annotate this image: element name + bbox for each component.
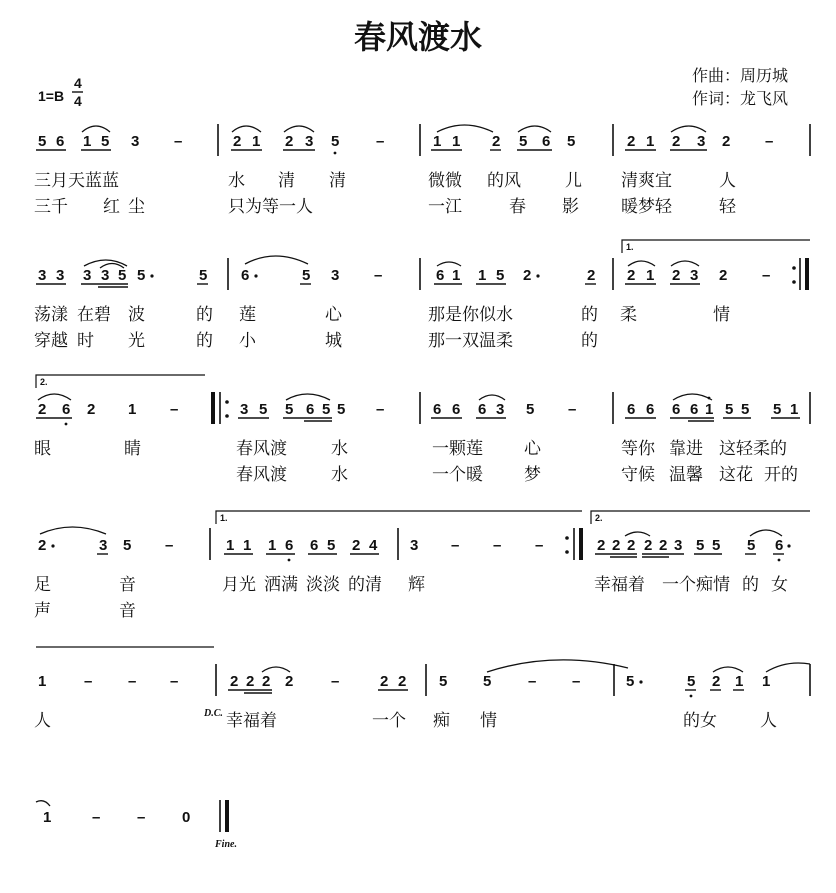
jianpu-note: 2 [233, 133, 242, 150]
jianpu-note: 5 [483, 673, 492, 690]
jianpu-note: 3 [410, 537, 419, 554]
lyric-syllable: 足 [34, 575, 51, 595]
jianpu-note: 6 [478, 401, 487, 418]
lyric-syllable: 尘 [128, 197, 145, 217]
jianpu-note: – [765, 133, 774, 150]
lyric-syllable: 音 [119, 601, 136, 621]
jianpu-note: 6 [310, 537, 319, 554]
score-title: 春风渡水 [353, 18, 483, 56]
volta-bracket [216, 511, 582, 524]
lyric-syllable: 淡淡 [306, 575, 340, 595]
jianpu-note: 6 [646, 401, 655, 418]
jianpu-note: 2 [87, 401, 96, 418]
lyric-syllable: 的清 [348, 575, 382, 595]
lyric-syllable: 痴 [433, 711, 450, 731]
lyric-syllable: 温馨 [669, 465, 703, 485]
jianpu-note: 2 [627, 267, 636, 284]
lyric-syllable: 一个痴情 [662, 575, 730, 595]
jianpu-note: 2 [38, 537, 47, 554]
jianpu-note: 6 [306, 401, 315, 418]
lyric-syllable: 春风渡 [236, 465, 287, 485]
jianpu-note: 1 [646, 267, 655, 284]
jianpu-note: 5 [773, 401, 782, 418]
jianpu-note: 5 [322, 401, 331, 418]
slur [479, 395, 505, 400]
slur [82, 126, 110, 132]
jianpu-note: 5 [123, 537, 132, 554]
volta-bracket [591, 511, 810, 524]
jianpu-note: 1 [243, 537, 252, 554]
jianpu-note: – [376, 133, 385, 150]
key-signature: 1=B [38, 88, 65, 104]
jianpu-note: 2 [672, 267, 681, 284]
volta-number: 2. [595, 513, 603, 523]
slur [232, 126, 261, 132]
jianpu-note: 2 [722, 133, 731, 150]
jianpu-note: 2 [719, 267, 728, 284]
jianpu-note: – [572, 673, 581, 690]
jianpu-note: 1 [252, 133, 261, 150]
jianpu-note: 5 [626, 673, 635, 690]
slur [518, 126, 551, 132]
lyric-syllable: 幸福着 [594, 575, 645, 595]
lyric-syllable: 幸福着 [226, 711, 277, 731]
jianpu-note: – [451, 537, 460, 554]
lyric-syllable: 微微 [428, 171, 462, 191]
composer-credit: 作曲：周历城 [692, 66, 789, 85]
jianpu-note: 2 [712, 673, 721, 690]
jianpu-note: 5 [741, 401, 750, 418]
lyric-syllable: 清 [329, 171, 346, 191]
jianpu-note: 5 [337, 401, 346, 418]
lyric-syllable: 人 [34, 711, 51, 731]
jianpu-note: 3 [674, 537, 683, 554]
jianpu-note: 2 [612, 537, 621, 554]
jianpu-note: 1 [705, 401, 714, 418]
jianpu-note: 1 [735, 673, 744, 690]
jianpu-note: – [128, 673, 137, 690]
slur [628, 261, 655, 266]
fine-marking: Fine. [215, 839, 237, 850]
lyric-syllable: 暖梦轻 [621, 197, 672, 217]
jianpu-note: 6 [775, 537, 784, 554]
lyric-syllable: 一江 [428, 197, 462, 217]
jianpu-note: 5 [687, 673, 696, 690]
lyric-syllable: 轻 [719, 197, 736, 217]
volta-number: 1. [626, 242, 634, 252]
jianpu-note: – [376, 401, 385, 418]
lyric-syllable: 月光 [222, 575, 256, 595]
lyric-syllable: 的 [196, 331, 213, 351]
slur [286, 394, 330, 400]
lyric-syllable: 声 [34, 601, 51, 621]
lyric-syllable: 的 [742, 575, 759, 595]
lyric-syllable: 水 [331, 465, 348, 485]
lyric-syllable: 只为等一人 [228, 197, 313, 217]
jianpu-note: 6 [241, 267, 250, 284]
lyric-syllable: 人 [719, 171, 736, 191]
lyric-syllable: 在碧 [77, 305, 111, 325]
jianpu-note: 2 [285, 133, 294, 150]
jianpu-note: 1 [128, 401, 137, 418]
lyrics-row-4 [34, 574, 788, 621]
jianpu-note: 1 [226, 537, 235, 554]
lyric-syllable: 时 [77, 331, 94, 351]
slur [437, 262, 461, 266]
lyricist-credit: 作词：龙飞风 [692, 89, 789, 108]
jianpu-note: 3 [305, 133, 314, 150]
notation-row-1 [36, 124, 810, 156]
jianpu-note: 3 [38, 267, 47, 284]
jianpu-note: 3 [240, 401, 249, 418]
lyric-syllable: 梦 [524, 465, 541, 485]
jianpu-note: 5 [302, 267, 311, 284]
lyric-syllable: 小 [239, 331, 256, 351]
jianpu-note: 5 [118, 267, 127, 284]
slur [713, 667, 743, 672]
jianpu-note: 3 [101, 267, 110, 284]
lyric-syllable: 水 [331, 439, 348, 459]
jianpu-note: 3 [331, 267, 340, 284]
volta-number: 1. [220, 513, 228, 523]
lyric-syllable: 影 [562, 197, 579, 217]
notation-row-6 [36, 800, 237, 850]
lyric-syllable: 三月天蓝蓝 [34, 171, 119, 191]
lyric-syllable: 心 [325, 305, 342, 325]
slur [38, 394, 71, 400]
jianpu-note: 2 [597, 537, 606, 554]
jianpu-note: 5 [696, 537, 705, 554]
jianpu-note: 1 [790, 401, 799, 418]
lyric-syllable: 情 [713, 305, 730, 325]
time-signature-bottom: 4 [74, 93, 82, 109]
lyric-syllable: 儿 [565, 171, 582, 191]
jianpu-note: 5 [259, 401, 268, 418]
jianpu-note: 2 [523, 267, 532, 284]
lyric-syllable: 守候 [621, 465, 655, 485]
slur [750, 530, 782, 536]
jianpu-note: 3 [99, 537, 108, 554]
jianpu-note: 2 [38, 401, 47, 418]
slur [245, 256, 308, 264]
lyric-syllable: 波 [128, 305, 145, 325]
lyric-syllable: 光 [128, 331, 145, 351]
jianpu-note: 5 [519, 133, 528, 150]
jianpu-note: 1 [452, 133, 461, 150]
slur [487, 660, 628, 672]
lyric-syllable: 的 [581, 305, 598, 325]
jianpu-note: 5 [331, 133, 340, 150]
jianpu-note: 5 [439, 673, 448, 690]
jianpu-note: 2 [492, 133, 501, 150]
lyrics-row-3 [34, 439, 798, 485]
jianpu-note: – [535, 537, 544, 554]
slur [671, 126, 706, 132]
jianpu-note: – [92, 809, 101, 826]
notation-row-5 [36, 647, 810, 697]
lyric-syllable: 的 [196, 305, 213, 325]
volta-bracket [36, 375, 205, 388]
lyric-syllable: 眼 [34, 439, 51, 459]
notation-row-2 [36, 240, 810, 290]
jianpu-note: 1 [38, 673, 47, 690]
lyric-syllable: 一颗莲 [432, 439, 483, 459]
jianpu-note: 6 [452, 401, 461, 418]
jianpu-note: 2 [672, 133, 681, 150]
jianpu-note: – [528, 673, 537, 690]
lyric-syllable: 女 [771, 575, 788, 595]
lyric-syllable: 那一双温柔 [428, 331, 513, 351]
jianpu-note: 3 [496, 401, 505, 418]
jianpu-note: – [174, 133, 183, 150]
jianpu-note: – [493, 537, 502, 554]
lyrics-row-5 [34, 708, 777, 731]
jianpu-note: 1 [762, 673, 771, 690]
jianpu-note: – [137, 809, 146, 826]
jianpu-note: 1 [433, 133, 442, 150]
volta-number: 2. [40, 377, 48, 387]
jianpu-note: 5 [496, 267, 505, 284]
jianpu-note: 2 [398, 673, 407, 690]
volta-bracket [622, 240, 810, 253]
lyric-syllable: 一个暖 [432, 465, 483, 485]
lyric-syllable: 等你 [621, 439, 655, 459]
jianpu-note: 1 [43, 809, 52, 826]
jianpu-note: 4 [369, 537, 378, 554]
jianpu-note: – [331, 673, 340, 690]
notation-row-4 [38, 511, 810, 561]
lyric-syllable: 洒满 [264, 575, 298, 595]
jianpu-note: 1 [646, 133, 655, 150]
lyric-syllable: 人 [760, 711, 777, 731]
jianpu-note: 2 [627, 537, 636, 554]
lyric-syllable: 春风渡 [236, 439, 287, 459]
jianpu-note: 2 [262, 673, 271, 690]
jianpu-note: 2 [587, 267, 596, 284]
lyric-syllable: 三千 [34, 197, 68, 217]
lyric-syllable: 柔 [620, 305, 637, 325]
lyric-syllable: 荡漾 [34, 305, 68, 325]
slur [36, 801, 50, 806]
lyric-syllable: 音 [119, 575, 136, 595]
jianpu-note: 5 [327, 537, 336, 554]
lyric-syllable: 这花 [719, 465, 753, 485]
jianpu-note: 5 [285, 401, 294, 418]
slur [437, 125, 493, 132]
slur [625, 532, 650, 536]
lyric-syllable: 开的 [764, 465, 798, 485]
lyric-syllable: 春 [509, 197, 526, 217]
jianpu-note: 1 [268, 537, 277, 554]
lyric-syllable: 那是你似水 [428, 305, 513, 325]
jianpu-note: 2 [246, 673, 255, 690]
lyric-syllable: 的女 [683, 711, 717, 731]
lyric-syllable: 睛 [124, 439, 141, 459]
jianpu-note: 5 [199, 267, 208, 284]
jianpu-note: – [762, 267, 771, 284]
slur [40, 527, 106, 534]
lyric-syllable: 水 [228, 171, 245, 191]
slur [284, 126, 314, 132]
jianpu-note: 3 [83, 267, 92, 284]
jianpu-note: 2 [285, 673, 294, 690]
jianpu-note: 2 [230, 673, 239, 690]
notation-row-3 [36, 375, 810, 425]
jianpu-note: 5 [137, 267, 146, 284]
jianpu-note: 3 [131, 133, 140, 150]
slur [262, 667, 290, 672]
jianpu-note: 1 [478, 267, 487, 284]
jianpu-note: 6 [672, 401, 681, 418]
slur [671, 261, 699, 266]
lyric-syllable: 红 [103, 197, 120, 217]
jianpu-note: – [170, 673, 179, 690]
jianpu-note: 6 [690, 401, 699, 418]
jianpu-note: 5 [38, 133, 47, 150]
lyric-syllable: 一个 [372, 711, 406, 731]
jianpu-note: 5 [526, 401, 535, 418]
jianpu-note: 2 [627, 133, 636, 150]
jianpu-note: 2 [659, 537, 668, 554]
jianpu-note: 5 [712, 537, 721, 554]
jianpu-note: 6 [542, 133, 551, 150]
jianpu-note: 3 [56, 267, 65, 284]
slur [766, 663, 810, 672]
lyric-syllable: 莲 [239, 305, 256, 325]
jianpu-note: 5 [101, 133, 110, 150]
jianpu-note: 5 [567, 133, 576, 150]
jianpu-note: 5 [725, 401, 734, 418]
lyric-syllable: 心 [524, 439, 541, 459]
jianpu-note: 1 [83, 133, 92, 150]
lyric-syllable: 这轻柔的 [719, 439, 787, 459]
jianpu-note: – [84, 673, 93, 690]
lyric-syllable: 清爽宜 [621, 171, 672, 191]
jianpu-note: 1 [452, 267, 461, 284]
lyrics-row-1 [34, 170, 737, 217]
jianpu-note: 2 [380, 673, 389, 690]
time-signature-top: 4 [74, 75, 82, 91]
lyric-syllable: 辉 [408, 575, 425, 595]
jianpu-note: 5 [747, 537, 756, 554]
lyric-syllable: 的风 [487, 171, 521, 191]
jianpu-note: 0 [182, 809, 191, 826]
jianpu-note: 6 [627, 401, 636, 418]
jianpu-note: 6 [433, 401, 442, 418]
lyric-syllable: 城 [325, 331, 342, 351]
dc-marking: D.C. [204, 708, 223, 719]
jianpu-note: – [374, 267, 383, 284]
jianpu-note: 6 [436, 267, 445, 284]
jianpu-note: 3 [690, 267, 699, 284]
jianpu-note: – [165, 537, 174, 554]
jianpu-note: 6 [62, 401, 71, 418]
jianpu-note: 2 [644, 537, 653, 554]
jianpu-note: – [568, 401, 577, 418]
lyric-syllable: 靠进 [669, 439, 703, 459]
jianpu-note: 3 [697, 133, 706, 150]
jianpu-note: 6 [56, 133, 65, 150]
jianpu-note: – [170, 401, 179, 418]
lyric-syllable: 穿越 [34, 331, 68, 351]
jianpu-note: 6 [285, 537, 294, 554]
lyric-syllable: 的 [581, 331, 598, 351]
jianpu-note: 2 [352, 537, 361, 554]
lyrics-row-2 [34, 305, 730, 351]
lyric-syllable: 清 [278, 171, 295, 191]
slur [673, 394, 712, 400]
lyric-syllable: 情 [480, 711, 497, 731]
